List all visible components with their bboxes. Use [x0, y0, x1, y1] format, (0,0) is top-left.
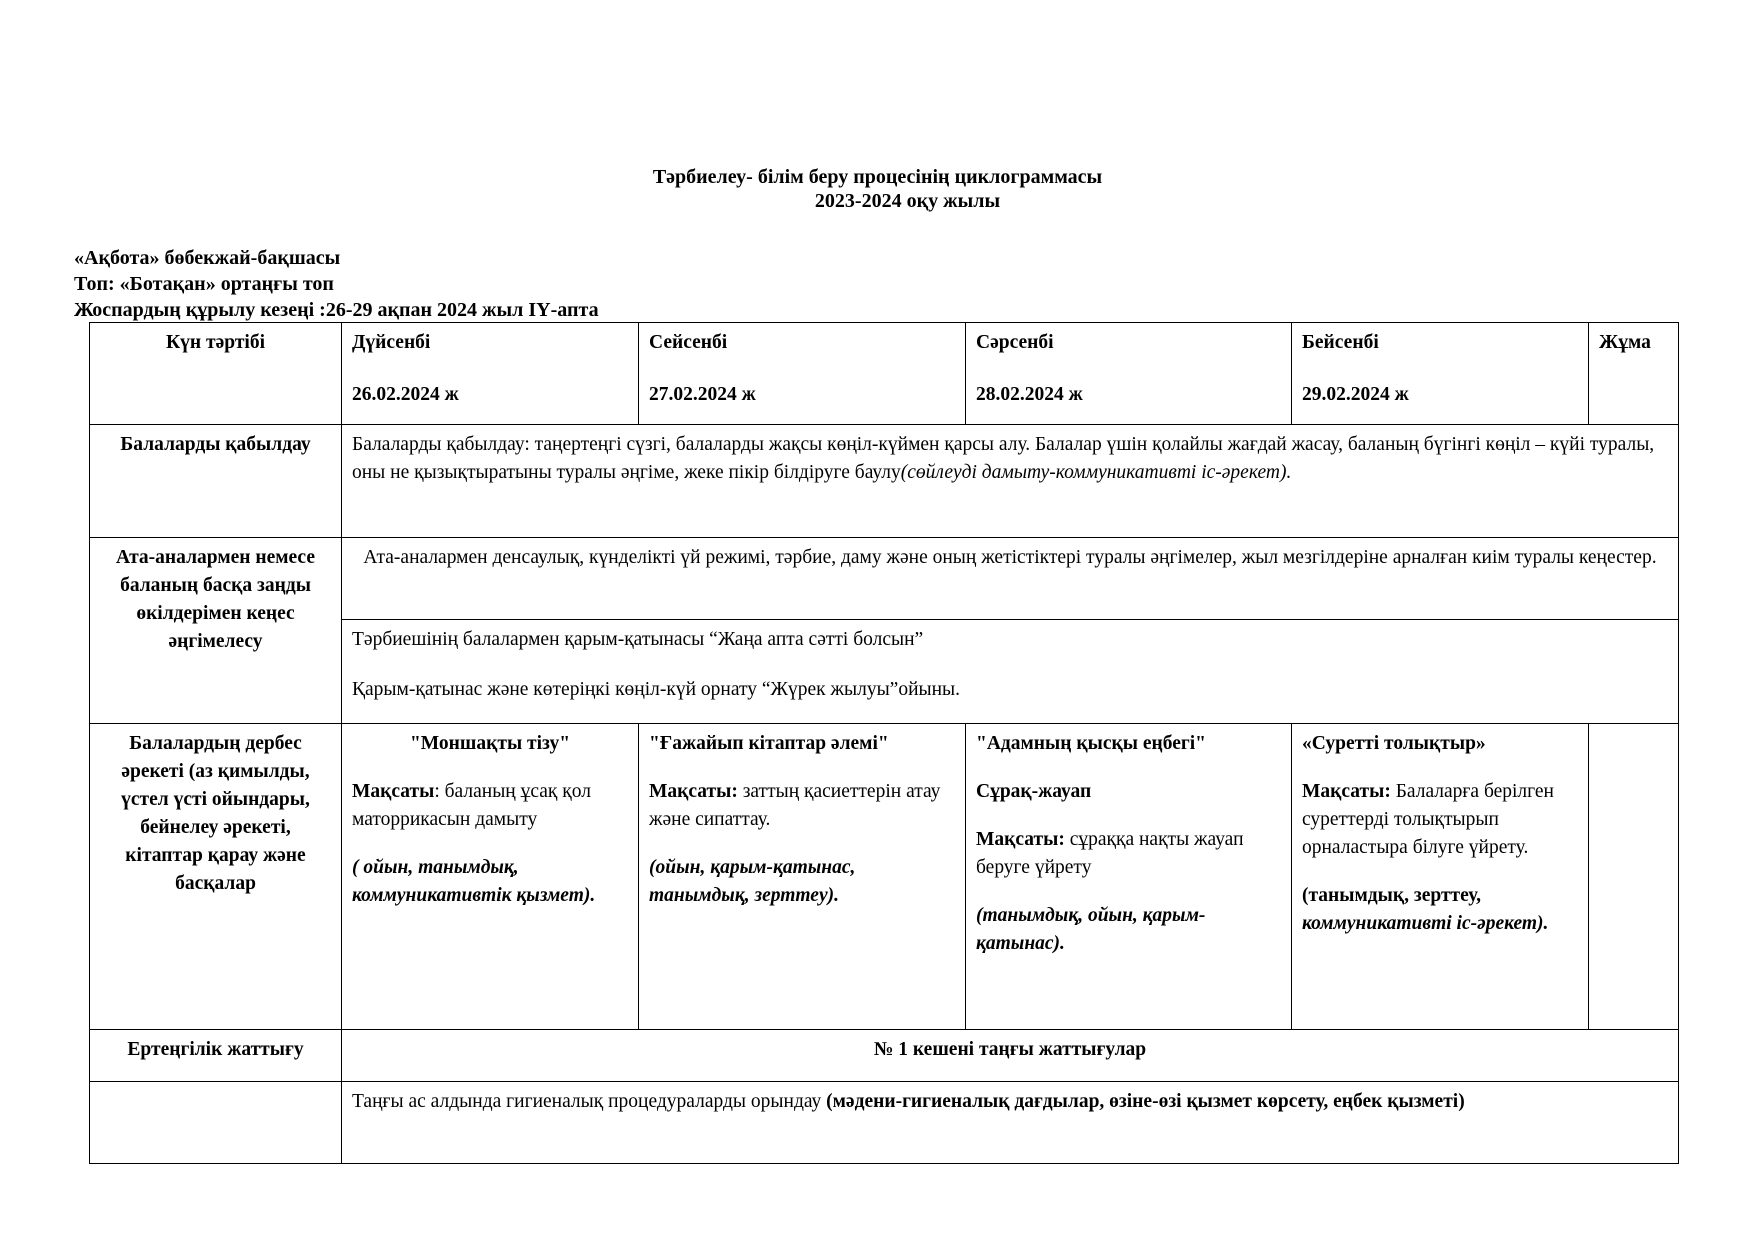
- header-routine: Күн тәртібі: [90, 323, 342, 425]
- goal-text: : баланың ұсақ қол маторрикасын дамыту: [352, 781, 591, 830]
- reception-label: Балаларды қабылдау: [90, 425, 342, 538]
- activity-tags: ( ойын, танымдық, коммуникативтік қызмет).: [352, 857, 596, 906]
- cyclogram-table: [89, 322, 1679, 1164]
- reception-row: [90, 425, 1679, 538]
- activity-mon: [342, 724, 639, 1030]
- goal-text: заттың қасиеттерін атау және сипаттау.: [649, 781, 941, 830]
- tags-bold: (танымдық, зерттеу,: [1302, 885, 1481, 906]
- day-name: Бейсенбі: [1302, 332, 1379, 353]
- activity-title: "Моншақты тізу": [409, 733, 571, 754]
- goal-label: Мақсаты:: [1302, 781, 1391, 802]
- goal-label: Мақсаты:: [649, 781, 738, 802]
- goal-text: Балаларға берілген суреттерді толықтырып орналастыра білуге үйрету.: [1302, 781, 1554, 858]
- activity-goal: [649, 778, 955, 834]
- exercise-label: Ертеңгілік жаттығу: [90, 1030, 342, 1082]
- parents-label: Ата-аналармен немесе баланың басқа заңды өкілдерімен кеңес әңгімелесу: [90, 538, 342, 724]
- title-line-2: 2023-2024 оқу жылы: [814, 190, 1001, 212]
- day-date: 28.02.2024 ж: [976, 384, 1083, 405]
- goal-text: сұраққа нақты жауап беруге үйрету: [976, 829, 1244, 878]
- activity-subtitle: Сұрақ-жауап: [976, 781, 1092, 802]
- communication-text: Тәрбиешінің балалармен қарым-қатынасы “Жаңа апта сәтті болсын”: [352, 629, 924, 650]
- activity-goal: [976, 826, 1281, 882]
- day-date: 26.02.2024 ж: [352, 384, 459, 405]
- day-name: Жұма: [1599, 332, 1651, 353]
- hygiene-main: Таңғы ас алдында гигиеналық процедураларды орындау: [352, 1091, 827, 1112]
- exercise-row: [90, 1030, 1679, 1082]
- header-row: [90, 323, 1679, 425]
- activity-wed: [966, 724, 1292, 1030]
- header-day-tue: [639, 323, 966, 425]
- activity-thu: [1292, 724, 1589, 1030]
- parents-communication: [342, 620, 1679, 724]
- title-line-1: Тәрбиелеу- білім беру процесінің циклограммасы: [652, 166, 1103, 188]
- hygiene-row: [90, 1082, 1679, 1164]
- day-name: Дүйсенбі: [352, 332, 431, 353]
- reception-main: Балаларды қабылдау: таңертеңгі сүзгі, балаларды жақсы көңіл-күймен қарсы алу. Балалар үшін қолайлы жағдай жасау, баланың бүгінгі көңіл – күйі туралы, оны не қызықтыратыны туралы әңгіме, жеке пікір білдіруге баулу: [352, 434, 1655, 483]
- org-name: «Ақбота» бөбекжай-бақшасы: [74, 247, 341, 269]
- plan-period: Жоспардың құрылу кезеңі :26-29 ақпан 2024 жыл IҮ-апта: [74, 299, 599, 321]
- parents-row-1: [90, 538, 1679, 620]
- activity-tags: (ойын, қарым-қатынас, танымдық, зерттеу).: [649, 857, 856, 906]
- reception-text: [342, 425, 1679, 538]
- game-text: Қарым-қатынас және көтеріңкі көңіл-күй орнату “Жүрек жылуы”ойыны.: [352, 679, 961, 700]
- parents-advice: Ата-аналармен денсаулық, күнделікті үй режимі, тәрбие, даму және оның жетістіктері туралы әңгімелер, жыл мезгілдеріне арналған киім туралы кеңестер.: [342, 538, 1679, 620]
- goal-label: Мақсаты: [352, 781, 435, 802]
- hygiene-label: [90, 1082, 342, 1164]
- activity-row: [90, 724, 1679, 1030]
- hygiene-text: [342, 1082, 1679, 1164]
- activity-label: Балалардың дербес әрекеті (аз қимылды, үстел үсті ойындары, бейнелеу әрекеті, кітаптар қарау және басқалар: [90, 724, 342, 1030]
- header-day-thu: [1292, 323, 1589, 425]
- header-day-mon: [342, 323, 639, 425]
- activity-tags: [1302, 882, 1578, 938]
- day-name: Сәрсенбі: [976, 332, 1054, 353]
- activity-tue: [639, 724, 966, 1030]
- activity-tags: (танымдық, ойын, қарым-қатынас).: [976, 905, 1206, 954]
- document-meta: [74, 245, 599, 323]
- header-day-fri: [1589, 323, 1679, 425]
- exercise-text: № 1 кешені таңғы жаттығулар: [342, 1030, 1679, 1082]
- reception-note: (сөйлеуді дамыту-коммуникативті іс-әрекет).: [900, 462, 1292, 483]
- day-date: 29.02.2024 ж: [1302, 384, 1409, 405]
- activity-goal: [1302, 778, 1578, 862]
- activity-title: "Адамның қысқы еңбегі": [976, 733, 1206, 754]
- hygiene-bold: (мәдени-гигиеналық дағдылар, өзіне-өзі қызмет көрсету, еңбек қызметі): [826, 1091, 1465, 1112]
- document-title: [0, 165, 1755, 213]
- day-name: Сейсенбі: [649, 332, 728, 353]
- goal-label: Мақсаты:: [976, 829, 1065, 850]
- activity-goal: [352, 778, 628, 834]
- tags-italic: коммуникативті іс-әрекет).: [1302, 913, 1549, 934]
- activity-title: "Ғажайып кітаптар әлемі": [649, 733, 889, 754]
- day-date: 27.02.2024 ж: [649, 384, 756, 405]
- activity-fri: [1589, 724, 1679, 1030]
- header-day-wed: [966, 323, 1292, 425]
- activity-title: «Суретті толықтыр»: [1302, 733, 1486, 754]
- group-name: Топ: «Ботақан» ортаңғы топ: [74, 273, 334, 295]
